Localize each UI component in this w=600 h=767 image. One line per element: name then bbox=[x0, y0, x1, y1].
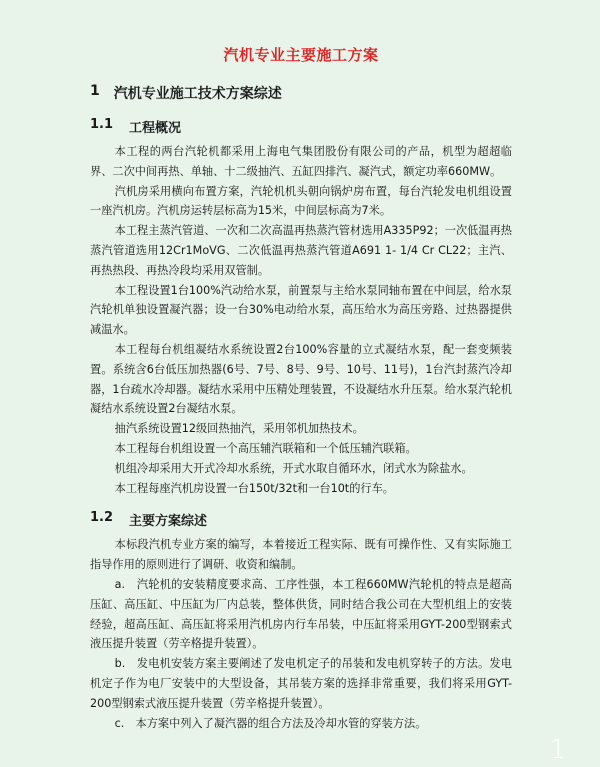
paragraph: 抽汽系统设置12级回热抽汽，采用邻机加热技术。 bbox=[114, 422, 364, 436]
page-number: 1 bbox=[549, 735, 566, 765]
document-title: 汽机专业主要施工方案 bbox=[223, 46, 379, 64]
section-title: 主要方案综述 bbox=[129, 514, 208, 530]
section-number: 1.2 bbox=[90, 510, 114, 526]
section-title: 汽机专业施工技术方案综述 bbox=[113, 86, 282, 102]
paragraph: a. 汽轮机的安装精度要求高、工序性强，本工程660MW汽轮机的特点是超高压缸、高压缸、中压缸为厂内总装，整体供货，同时结合我公司在大型机组上的安装经验，超高压缸、高压缸将采用汽机房内行车吊装，中压缸将采用GYT-200型钢索式液压提升装置（劳辛格提升装置）。 bbox=[90, 577, 512, 651]
paragraph: 本工程每台机组凝结水系统设置2台100%容量的立式凝结水泵，配一套变频装置。系统含6台低压加热器(6号、7号、8号、9号、10号、11号)，1台汽封蒸汽冷却器，1台疏水冷却器。凝结水采用中压精处理装置，不设凝结水升压泵。给水泵汽轮机凝结水系统设置2台凝结水泵。 bbox=[90, 342, 512, 416]
paragraph: 本工程每台机组设置一个高压辅汽联箱和一个低压辅汽联箱。 bbox=[114, 441, 417, 455]
section-1-2-heading bbox=[90, 510, 512, 529]
paragraph: b. 发电机安装方案主要阐述了发电机定子的吊装和发电机穿转子的方法。发电机定子作为电厂安装中的大型设备，其吊装方案的选择非常重要，我们将采用GYT-200型钢索式液压提升装置（劳辛格提升装置）。 bbox=[90, 657, 512, 710]
section-title: 工程概况 bbox=[129, 121, 182, 136]
paragraph: 本工程的两台汽轮机都采用上海电气集团股份有限公司的产品，机型为超超临界、二次中间再热、单轴、十二级抽汽、五缸四排汽、凝汽式，额定功率660MW。 bbox=[90, 145, 512, 178]
paragraph: 本工程主蒸汽管道、一次和二次高温再热蒸汽管材选用A335P92；一次低温再热蒸汽管道选用12Cr1MoVG、二次低温再热蒸汽管道A691 1- 1/4 Cr CL22；主汽、再热热段、再热冷段均采用双管制。 bbox=[90, 224, 512, 277]
paragraph: c. 本方案中列入了凝汽器的组合方法及冷却水管的穿装方法。 bbox=[114, 716, 427, 730]
section-1-heading bbox=[90, 83, 512, 103]
section-1-1-heading bbox=[90, 117, 512, 136]
paragraph: 汽机房采用横向布置方案，汽轮机机头朝向锅炉房布置，每台汽轮发电机组设置一座汽机房。汽机房运转层标高为15米，中间层标高为7米。 bbox=[90, 184, 512, 218]
section-number: 1.1 bbox=[90, 117, 114, 132]
paragraph: 本工程设置1台100%汽动给水泵，前置泵与主给水泵同轴布置在中间层，给水泵汽轮机单独设置凝汽器；设一台30%电动给水泵，高压给水为高压旁路、过热器提供减温水。 bbox=[90, 283, 512, 337]
paragraph: 机组冷却采用大开式冷却水系统，开式水取自循环水，闭式水为除盐水。 bbox=[114, 461, 473, 475]
section-number: 1 bbox=[90, 83, 100, 99]
paragraph: 本标段汽机专业方案的编写，本着接近工程实际、既有可操作性、又有实际施工指导作用的原则进行了调研、收资和编制。 bbox=[90, 538, 512, 572]
paragraph: 本工程每座汽机房设置一台150t/32t和一台10t的行车。 bbox=[114, 481, 394, 495]
